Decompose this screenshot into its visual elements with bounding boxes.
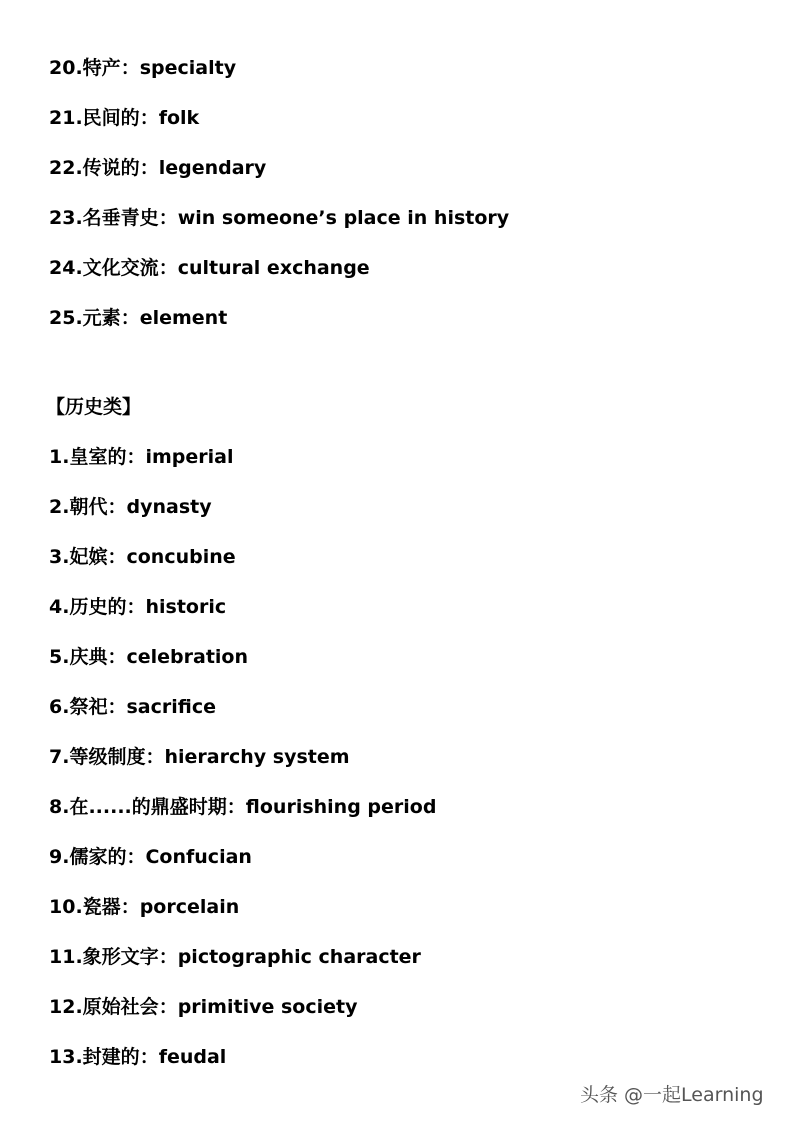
entry-chinese: 特产 [82, 57, 121, 79]
entry-chinese: 儒家的 [69, 846, 127, 868]
vocab-entry [49, 794, 436, 820]
entry-english: hierarchy system [164, 746, 350, 768]
entry-english: pictographic character [177, 946, 421, 968]
vocab-entry [49, 155, 266, 181]
vocab-entry [49, 1044, 226, 1070]
entry-separator: ： [126, 596, 146, 618]
entry-chinese: 祭祀 [69, 696, 108, 718]
entry-english: folk [158, 107, 200, 129]
entry-number: 22. [49, 157, 83, 179]
entry-chinese: 原始社会 [82, 996, 159, 1018]
entry-english: flourishing period [245, 796, 437, 818]
entry-english: legendary [158, 157, 267, 179]
entry-number: 24. [49, 257, 83, 279]
entry-chinese: 在......的鼎盛时期 [69, 796, 227, 818]
entry-chinese: 妃嫔 [69, 546, 108, 568]
entry-number: 7. [49, 746, 70, 768]
entry-chinese: 庆典 [69, 646, 108, 668]
entry-english: celebration [126, 646, 248, 668]
entry-number: 8. [49, 796, 70, 818]
entry-chinese: 朝代 [69, 496, 108, 518]
entry-chinese: 等级制度 [69, 746, 146, 768]
entry-chinese: 文化交流 [82, 257, 159, 279]
vocab-entry [49, 494, 212, 520]
vocab-entry [49, 55, 236, 81]
vocab-entry [49, 544, 236, 570]
entry-separator: ： [107, 646, 127, 668]
entry-english: sacrifice [126, 696, 216, 718]
vocab-entry [49, 694, 216, 720]
vocab-entry [49, 844, 252, 870]
entry-separator: ： [107, 696, 127, 718]
entry-number: 5. [49, 646, 70, 668]
entry-english: porcelain [139, 896, 240, 918]
entry-number: 10. [49, 896, 83, 918]
vocab-entry [49, 444, 234, 470]
entry-separator: ： [158, 257, 178, 279]
entry-chinese: 象形文字 [82, 946, 159, 968]
entry-separator: ： [139, 1046, 159, 1068]
entry-separator: ： [107, 496, 127, 518]
entry-number: 20. [49, 57, 83, 79]
entry-chinese: 传说的 [82, 157, 140, 179]
entry-number: 2. [49, 496, 70, 518]
entry-english: element [139, 307, 228, 329]
entry-number: 3. [49, 546, 70, 568]
entry-number: 11. [49, 946, 83, 968]
vocab-entry [49, 744, 350, 770]
entry-english: historic [145, 596, 227, 618]
entry-number: 1. [49, 446, 70, 468]
entry-number: 4. [49, 596, 70, 618]
entry-chinese: 历史的 [69, 596, 127, 618]
vocab-entry [49, 255, 370, 281]
section-heading: 【历史类】 [46, 396, 142, 418]
entry-separator: ： [226, 796, 246, 818]
entry-number: 9. [49, 846, 70, 868]
watermark: 头条 @一起Learning [580, 1084, 764, 1106]
vocab-entry [49, 944, 421, 970]
entry-number: 25. [49, 307, 83, 329]
entry-separator: ： [139, 157, 159, 179]
entry-chinese: 皇室的 [69, 446, 127, 468]
vocab-entry [49, 594, 226, 620]
entry-english: feudal [158, 1046, 227, 1068]
entry-chinese: 名垂青史 [82, 207, 159, 229]
entry-separator: ： [126, 846, 146, 868]
entry-english: win someone’s place in history [177, 207, 510, 229]
entry-separator: ： [158, 207, 178, 229]
vocab-entry [49, 105, 199, 131]
entry-separator: ： [139, 107, 159, 129]
entry-english: primitive society [177, 996, 358, 1018]
entry-chinese: 元素 [82, 307, 121, 329]
entry-english: specialty [139, 57, 237, 79]
entry-separator: ： [145, 746, 165, 768]
entry-english: dynasty [126, 496, 212, 518]
vocab-entry [49, 644, 248, 670]
entry-english: imperial [145, 446, 234, 468]
entry-english: cultural exchange [177, 257, 370, 279]
entry-separator: ： [120, 57, 140, 79]
entry-english: concubine [126, 546, 236, 568]
entry-chinese: 民间的 [82, 107, 140, 129]
entry-separator: ： [120, 307, 140, 329]
entry-english: Confucian [145, 846, 252, 868]
entry-chinese: 封建的 [82, 1046, 140, 1068]
entry-separator: ： [107, 546, 127, 568]
entry-separator: ： [158, 996, 178, 1018]
entry-number: 12. [49, 996, 83, 1018]
entry-number: 23. [49, 207, 83, 229]
entry-separator: ： [120, 896, 140, 918]
vocab-entry [49, 305, 227, 331]
entry-number: 13. [49, 1046, 83, 1068]
entry-chinese: 瓷器 [82, 896, 121, 918]
entry-number: 6. [49, 696, 70, 718]
entry-separator: ： [158, 946, 178, 968]
vocab-entry [49, 994, 357, 1020]
entry-separator: ： [126, 446, 146, 468]
vocab-entry [49, 205, 509, 231]
vocab-entry [49, 894, 239, 920]
entry-number: 21. [49, 107, 83, 129]
